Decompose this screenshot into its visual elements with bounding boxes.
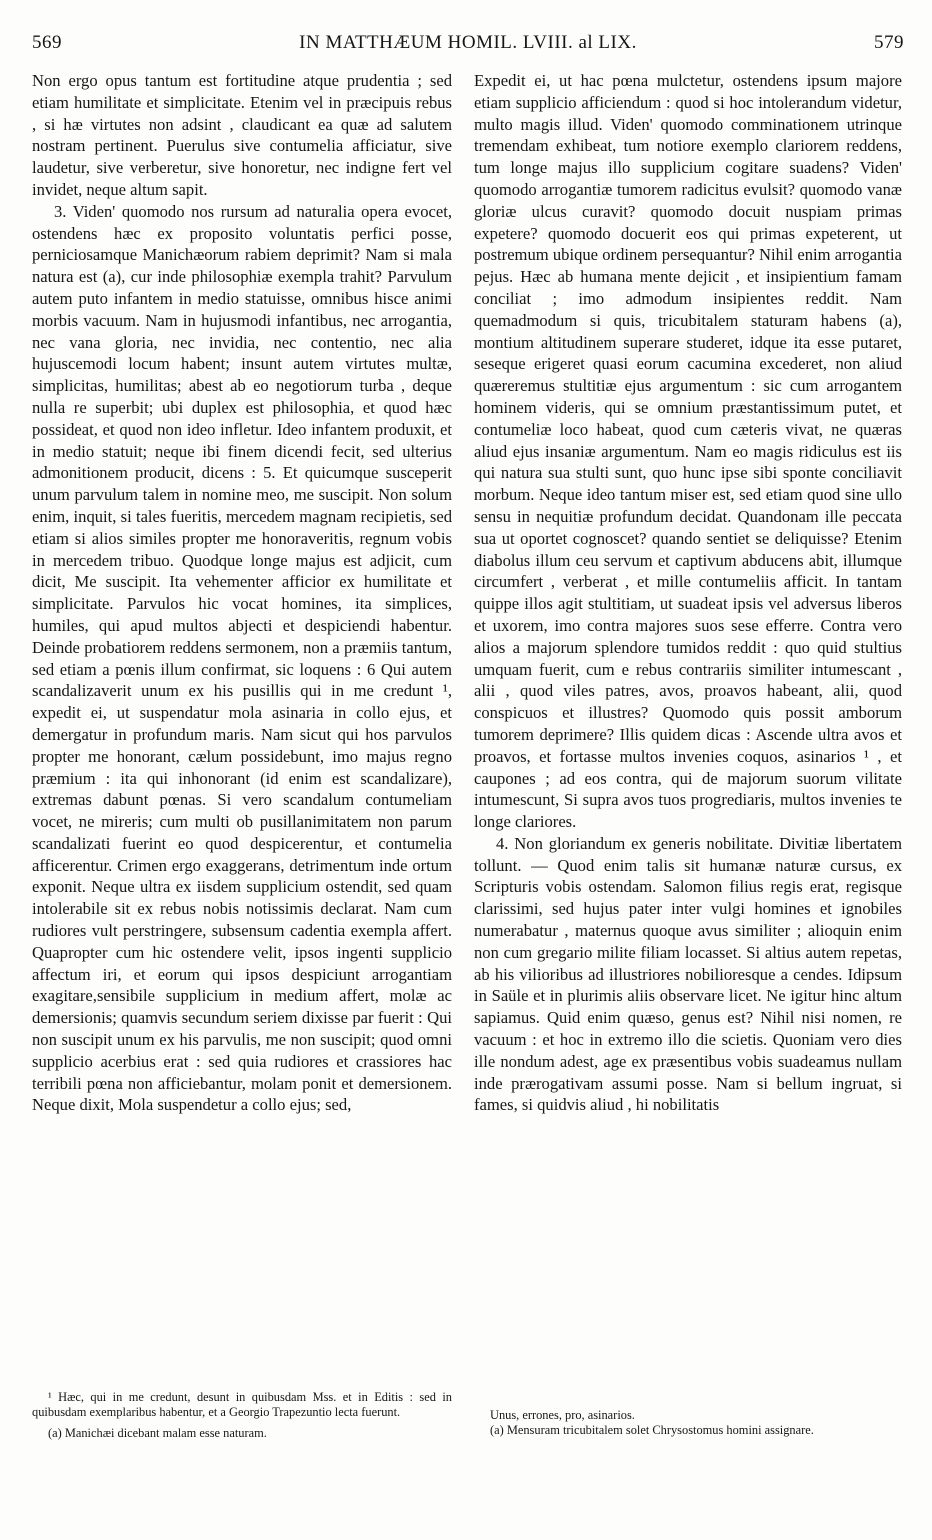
footnote-left-2: (a) Manichæi dicebant malam esse naturam. (48, 1425, 267, 1440)
running-header (32, 32, 904, 62)
footnotes-right (474, 1408, 902, 1438)
footnote-left-1: ¹ Hæc, qui in me credunt, desunt in quibusdam Mss. et in Editis : sed in quibusdam exemplaribus habentur, et a Georgio Trapezuntio lecta fuerunt. (32, 1390, 452, 1419)
running-title: IN MATTHÆUM HOMIL. LVIII. al LIX. (299, 32, 637, 53)
paragraph-right-2: 4. Non gloriandum ex generis nobilitate. Divitiæ libertatem tollunt. — Quod enim talis sit humanæ naturæ cursus, ex Scripturis vobis ostendam. Salomon filius regis erat, regisque clarissimi, sed hujus pater inter vulgi homines et ignobiles numerabatur , maternus quoque avus similiter ; alioquin enim non cum gregario milite filiam locasset. Si altius autem repetas, ab his vilioribus ad illustriores nobilioresque a cendes. Idipsum in Saüle et in plurimis aliis observare licet. Ne igitur hinc altum sapiamus. Quid enim quæso, genus est? Nihil nisi nomen, re vacuum : et hoc in extremo illo die scietis. Quoniam vero dies ille nondum adest, age ex præsentibus vobis suadeamus nullam inde prærogativam assumi posse. Nam si bellum ingruat, si fames, si quidvis aliud , hi nobilitatis (474, 833, 902, 1115)
footnote-right-2: (a) Mensuram tricubitalem solet Chrysostomus homini assignare. (490, 1422, 814, 1437)
page-number-right: 579 (874, 32, 904, 53)
left-column (32, 70, 452, 1116)
paragraph-right-1: Expedit ei, ut hac pœna mulctetur, ostendens ipsum majore etiam supplicio afficiendum : quod si hoc intolerandum videtur, multo magis illud. Viden' quomodo comminationem utrinque tremendam exhibeat, tum notiore exemplo clariorem reddens, tum longe majus illo supplicium cogitare suadens? Viden' quomodo arrogantiæ tumorem radicitus evulsit? quomodo vanæ gloriæ ulcus curavit? quomodo docuit nuspiam primas expetere? quomodo docuerit eos qui primas expeterent, ut postremum ubique ordinem persequantur? Nihil enim arrogantia pejus. Hæc ab humana mente dejicit , et insipientium famam conciliat ; imo admodum insipientes reddit. Nam quemadmodum si quis, tricubitalem staturam habens (a), montium altitudinem superare studeret, idque ita esse putaret, seseque erigeret quasi eorum cacumina excederet, non aliud quæreremus stultitiæ ejus argumentum : sic cum arrogantem hominem videris, qui se omnium præstantissimum putet, et contumeliæ loco habeat, quod cum cæteris vivat, ne quæras aliud ejus insaniæ argumentum. Nam eo magis ridiculus est iis qui natura sua stulti sunt, quo hunc ipse sibi sponte conciliavit morbum. Neque ideo tantum miser est, sed etiam quod sine ullo sensu in nequitiæ profundum decidat. Quandonam ille peccata sua ut oportet cognoscet? quando sentiet se deliquisse? Etenim diabolus illum ceu servum et captivum abducens abit, illumque circumfert , verberat , et mille contumeliis afficit. In tantam quippe illos agit stultitiam, ut suadeat ipsis vel adversus liberos et uxorem, imo contra majores suos sese efferre. Contra vero alios a majorum splendore tumidos reddit : quo quid stultius umquam fuerit, cum e rebus contrariis similiter intumescant , alii , quod viles patres, avos, proavos habeant, alii, quod conspicuos et illustres? Quomodo quis possit amborum tumorem deprimere? Illis quidem dicas : Ascende ultra avos et proavos, et fortasse multos invenies coquos, asinarios ¹ , et caupones ; ad eos contra, qui de majorum suorum vilitate intumescunt, Si supra avos tuos progrediaris, multos invenies te longe clariores. (474, 71, 902, 832)
paragraph-left-2: 3. Viden' quomodo nos rursum ad naturalia opera evocet, ostendens hæc ex proposito voluntatis perfici posse, perniciosamque Manichæorum rabiem deprimit? Nam si mala natura est (a), cur inde philosophiæ exempla trahit? Parvulum autem puto infantem in medio statuisse, omnibus hisce animi morbis vacuum. Nam in hujusmodi infantibus, nec arrogantia, nec vana gloria, nec invidia, nec contentio, nec alia hujuscemodi locum habent; insunt autem virtutes multæ, simplicitas, humilitas; abest ab eo negotiorum turba , deque nulla re superbit; ubi duplex est philosophia, et quod hæc possideat, et quod non ideo infletur. Ideo infantem produxit, et in medio statuit; neque ibi finem dicendi fecit, sed ulterius admonitionem producit, dicens : 5. Et quicumque susceperit unum parvulum talem in nomine meo, me suscipit. Non solum enim, inquit, si tales fueritis, mercedem magnam recipietis, sed etiam si alios similes propter me honoraveritis, regnum vobis in mercedem tribuo. Quodque longe majus est adjicit, cum dicit, Me suscipit. Ita vehementer afficior ex humilitate et simplicitate. Parvulos hic vocat homines, ita simplices, humiles, qui apud multos abjecti et despiciendi habentur. Deinde probatiorem reddens sermonem, non a præmiis tantum, sed etiam a pœnis illum confirmat, sic loquens : 6 Qui autem scandalizaverit unum ex his pusillis qui in me credunt ¹, expedit ei, ut suspendatur mola asinaria in collo ejus, et demergatur in profundum maris. Nam sicut qui hos parvulos propter me honorant, cælum possidebunt, imo majus regno præmium : ita qui inhonorant (id enim est scandalizare), extremas dabunt pœnas. Si vero scandalum contumeliam vocet, ne mireris; cum multi ob pusillanimitatem non parum scandalizati fuerint eo quod despicerentur, et contumelia afficerentur. Crimen ergo exaggerans, detrimentum inde ortum exponit. Neque ultra ex iisdem supplicium ostendit, sed quam intolerabile sit ex rebus nobis notissimis declarat. Nam cum rudiores vult perstringere, subsensum cadentia exempla affert. Quapropter cum hic ostendere velit, ipsos ingenti supplicio affectum iri, et eorum qui ipsos despiciunt arrogantiam exagitare,sensibile supplicium in medium affert, molæ ac demersionis; quamvis secundum seriem dixisse par fuerit : Qui non suscipit unum ex his parvulis, me non suscipit; quod omni supplicio acerbius erat : sed quia rudiores et crassiores hac terribili pœna non afficiebantur, molam ponit et demersionem. Neque dixit, Mola suspendetur a collo ejus; sed, (32, 201, 452, 1115)
footnote-right-1: Unus, errones, pro, asinarios. (490, 1408, 635, 1422)
footnotes-left (32, 1390, 452, 1440)
page-number-left: 569 (32, 32, 62, 53)
paragraph-left-1: Non ergo opus tantum est fortitudine atque prudentia ; sed etiam humilitate et simplicitate. Etenim vel in præcipuis rebus , si hæ virtutes non adsint , claudicant ea quæ ad salutem nostram pertinent. Puerulus sive contumelia afficiatur, sive laudetur, sive verberetur, sive honoretur, nec indigne fert vel invidet, neque altum sapit. (32, 71, 452, 199)
right-column (474, 70, 902, 1116)
